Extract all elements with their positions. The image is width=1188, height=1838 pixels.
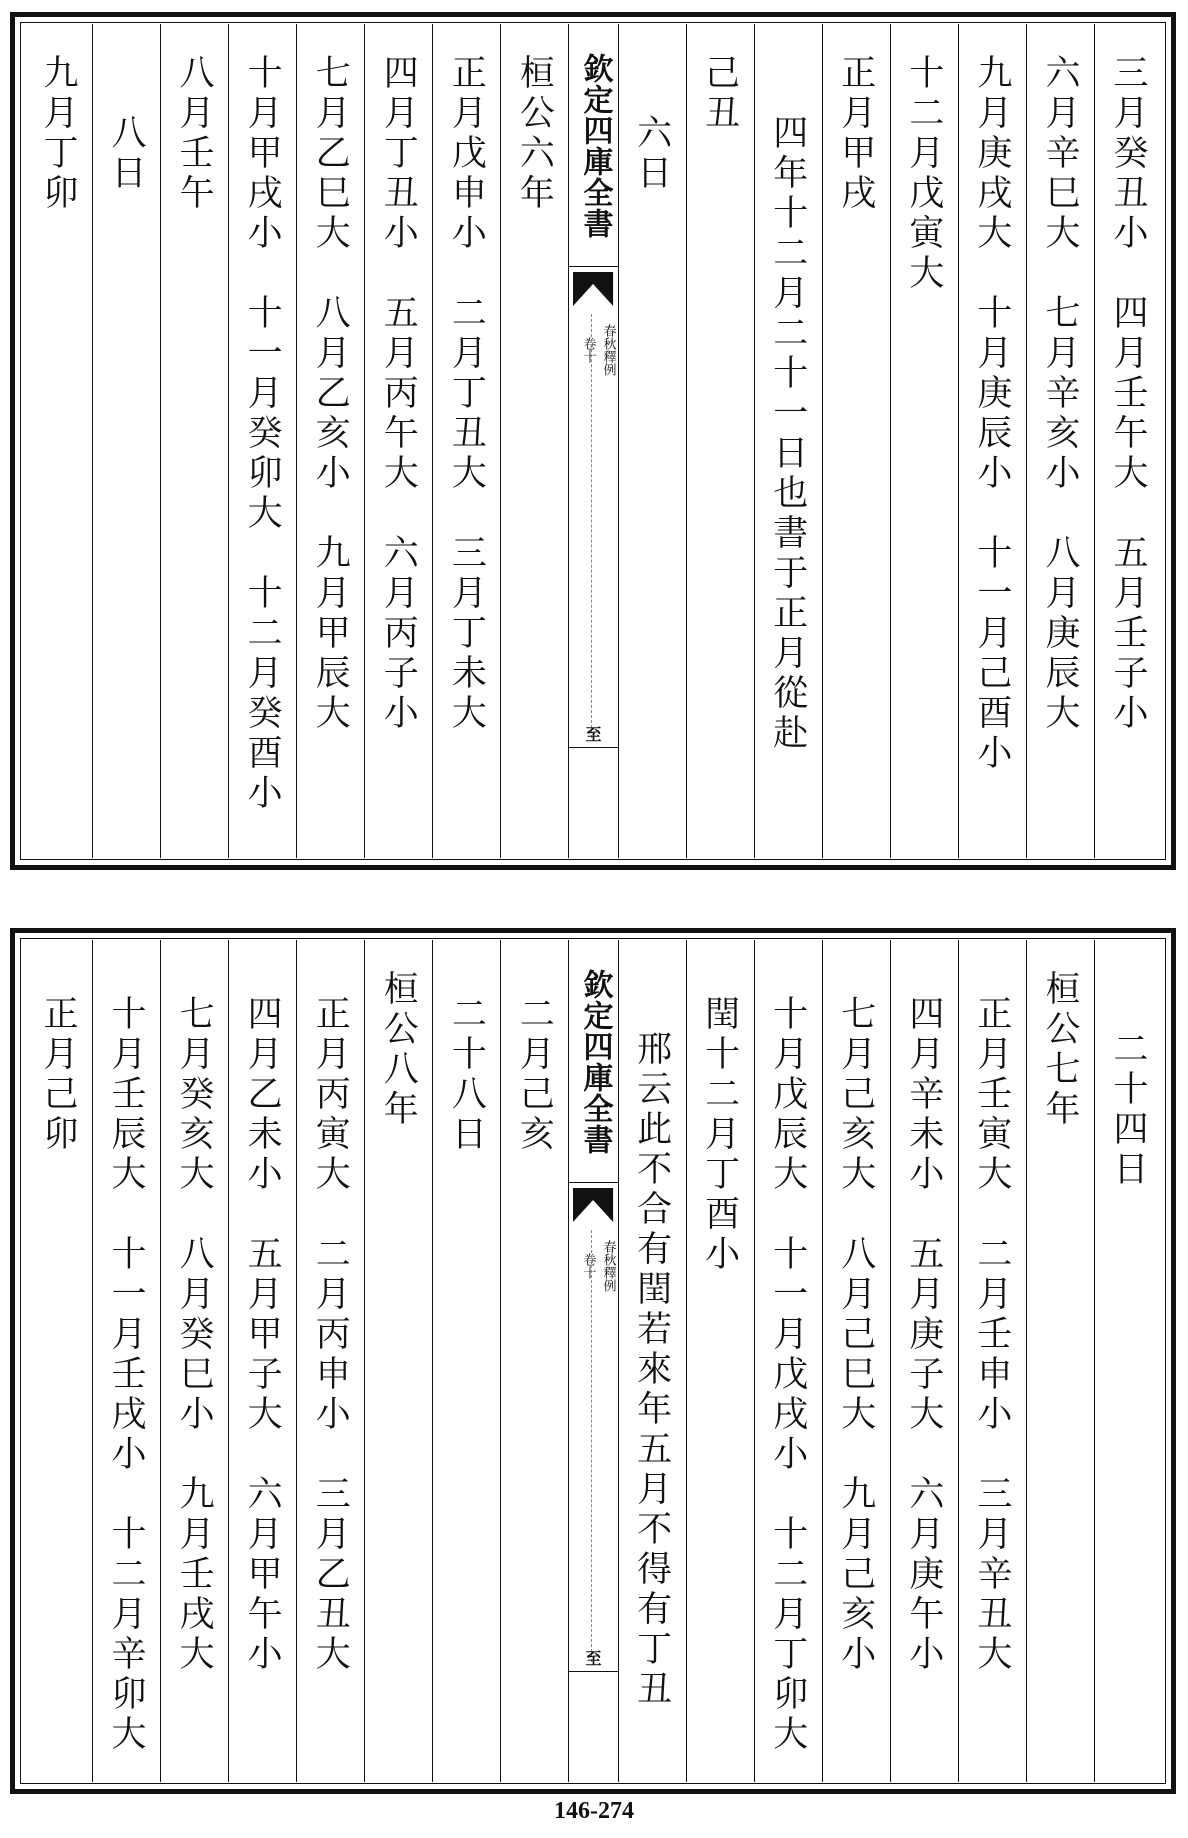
column-text: 七月乙巳大 八月乙亥小 九月甲辰大 <box>310 54 351 734</box>
fish-tail-mark-icon <box>573 1188 613 1222</box>
text-column <box>24 940 92 1782</box>
text-column <box>500 24 568 858</box>
text-column <box>822 940 890 1782</box>
column-text: 四月乙未小 五月甲子大 六月甲午小 <box>242 995 283 1675</box>
text-column <box>686 940 754 1782</box>
column-text: 正月丙寅大 二月丙申小 三月乙丑大 <box>310 995 351 1675</box>
text-column <box>618 940 686 1782</box>
text-column <box>618 24 686 858</box>
column-text: 八日 <box>106 114 147 194</box>
text-column <box>296 940 364 1782</box>
column-text: 九月丁卯 <box>37 54 78 214</box>
column-text: 八月壬午 <box>174 54 215 214</box>
column-text: 十月甲戌小 十一月癸卯大 十二月癸酉小 <box>242 54 283 814</box>
volume-label: 春秋釋例 卷十 <box>580 1240 616 1292</box>
fold-line <box>591 1230 593 1662</box>
column-text: 邢云此不合有閏若來年五月不得有丁丑 <box>631 1030 672 1710</box>
column-text: 桓公六年 <box>514 54 555 214</box>
column-text: 桓公八年 <box>378 970 419 1130</box>
text-column <box>958 24 1026 858</box>
column-text: 十月戊辰大 十一月戊戌小 十二月丁卯大 <box>767 995 808 1755</box>
column-text: 正月戊申小 二月丁丑大 三月丁未大 <box>446 54 487 734</box>
text-column <box>958 940 1026 1782</box>
page-top <box>10 12 1176 870</box>
column-text: 二十八日 <box>446 995 487 1155</box>
column-text: 正月壬寅大 二月壬申小 三月辛丑大 <box>971 995 1012 1675</box>
fold-line <box>591 314 593 738</box>
column-text: 二十四日 <box>1108 1030 1148 1190</box>
text-column <box>160 24 228 858</box>
page-bottom <box>10 928 1176 1794</box>
text-column <box>890 24 958 858</box>
folio-number: 至 <box>569 1646 617 1672</box>
column-text: 二月己亥 <box>514 995 555 1155</box>
text-column <box>686 24 754 858</box>
page-number: 146-274 <box>554 1798 634 1824</box>
text-column <box>92 24 160 858</box>
book-title: 欽定四庫全書 <box>569 26 617 267</box>
column-text: 十月壬辰大 十一月壬戌小 十二月辛卯大 <box>106 995 147 1755</box>
text-column <box>1026 24 1094 858</box>
text-column <box>364 940 432 1782</box>
column-text: 正月己卯 <box>37 995 78 1155</box>
column-text: 桓公七年 <box>1039 970 1080 1130</box>
column-text: 正月甲戌 <box>835 54 876 214</box>
center-fold <box>568 24 617 858</box>
column-text: 七月癸亥大 八月癸巳小 九月壬戌大 <box>174 995 215 1675</box>
text-column <box>754 24 822 858</box>
text-column <box>500 940 568 1782</box>
text-column <box>1094 940 1162 1782</box>
column-text: 三月癸丑小 四月壬午大 五月壬子小 <box>1108 54 1148 734</box>
fish-tail-mark-icon <box>573 272 613 306</box>
text-column <box>92 940 160 1782</box>
text-column <box>228 940 296 1782</box>
text-column <box>754 940 822 1782</box>
column-text: 四月丁丑小 五月丙午大 六月丙子小 <box>378 54 419 734</box>
text-column <box>1094 24 1162 858</box>
text-column <box>432 24 500 858</box>
column-text: 九月庚戌大 十月庚辰小 十一月己酉小 <box>971 54 1012 774</box>
column-text: 十二月戊寅大 <box>903 54 944 294</box>
center-fold <box>568 940 617 1782</box>
text-column <box>160 940 228 1782</box>
column-text: 四月辛未小 五月庚子大 六月庚午小 <box>903 995 944 1675</box>
column-text: 己丑 <box>699 54 740 134</box>
column-text: 四年十二月二十一日也書于正月從赴 <box>767 114 808 754</box>
volume-label: 春秋釋例 卷十 <box>580 324 616 376</box>
text-column <box>890 940 958 1782</box>
column-text: 六日 <box>631 114 672 194</box>
column-text: 閏十二月丁酉小 <box>699 995 740 1275</box>
column-text: 七月己亥大 八月己巳大 九月己亥小 <box>835 995 876 1675</box>
text-column <box>432 940 500 1782</box>
book-title: 欽定四庫全書 <box>569 942 617 1183</box>
text-column <box>228 24 296 858</box>
text-column <box>296 24 364 858</box>
folio-number: 至 <box>569 722 617 748</box>
text-column <box>822 24 890 858</box>
text-column <box>364 24 432 858</box>
text-column <box>24 24 92 858</box>
text-column <box>1026 940 1094 1782</box>
column-text: 六月辛巳大 七月辛亥小 八月庚辰大 <box>1039 54 1080 734</box>
